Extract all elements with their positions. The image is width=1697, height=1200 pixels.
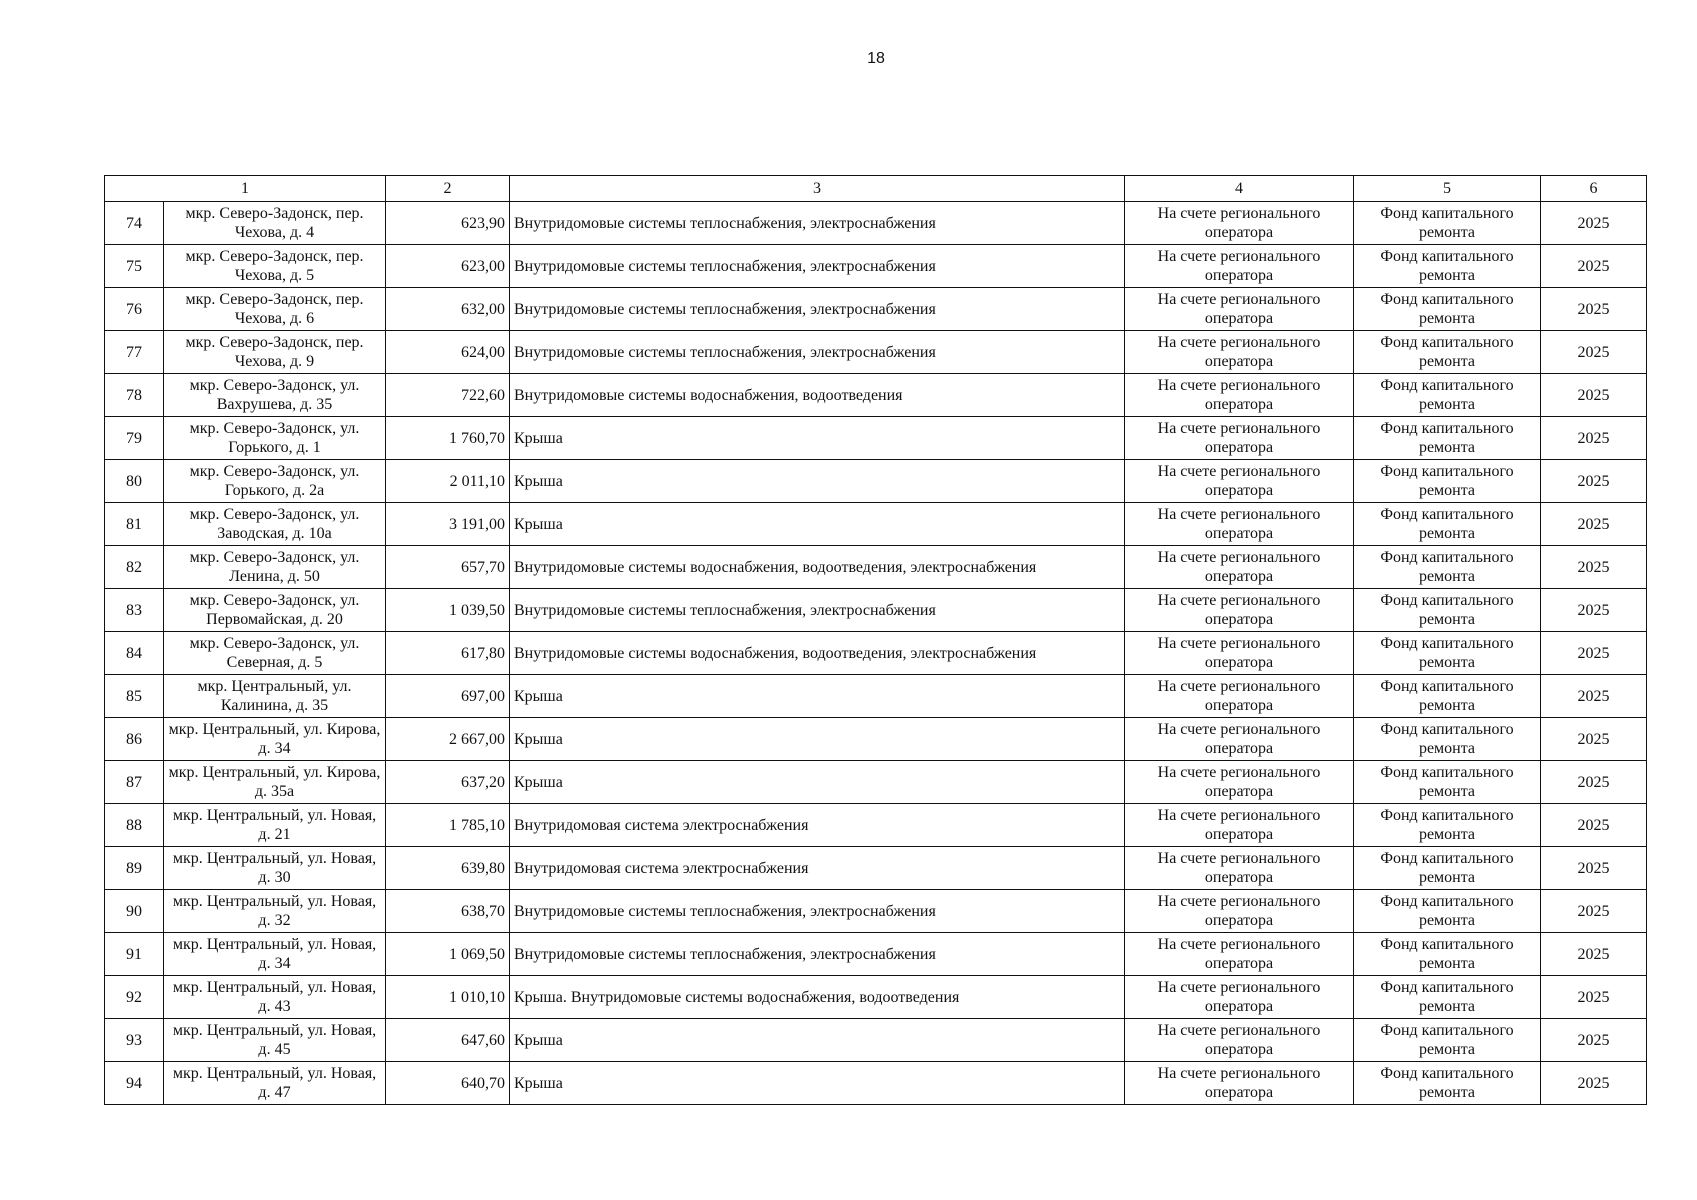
area-cell: 3 191,00 xyxy=(386,503,510,546)
account-cell: На счете регионального оператора xyxy=(1125,804,1354,847)
table-row xyxy=(105,675,1647,718)
area-cell: 632,00 xyxy=(386,288,510,331)
works-cell: Внутридомовые системы теплоснабжения, электроснабжения xyxy=(510,288,1125,331)
year-cell: 2025 xyxy=(1541,202,1647,245)
table-row xyxy=(105,503,1647,546)
row-number-cell: 76 xyxy=(105,288,164,331)
account-cell: На счете регионального оператора xyxy=(1125,331,1354,374)
year-cell: 2025 xyxy=(1541,288,1647,331)
table-row xyxy=(105,288,1647,331)
row-number-cell: 75 xyxy=(105,245,164,288)
year-cell: 2025 xyxy=(1541,589,1647,632)
works-cell: Внутридомовые системы водоснабжения, водоотведения, электроснабжения xyxy=(510,632,1125,675)
address-cell: мкр. Центральный, ул. Новая, д. 21 xyxy=(164,804,386,847)
column-header-3: 3 xyxy=(510,176,1125,202)
table-row xyxy=(105,245,1647,288)
account-cell: На счете регионального оператора xyxy=(1125,718,1354,761)
account-cell: На счете регионального оператора xyxy=(1125,761,1354,804)
year-cell: 2025 xyxy=(1541,460,1647,503)
address-cell: мкр. Северо-Задонск, ул. Первомайская, д. 20 xyxy=(164,589,386,632)
table-row xyxy=(105,460,1647,503)
funding-source-cell: Фонд капитального ремонта xyxy=(1354,718,1541,761)
address-cell: мкр. Северо-Задонск, пер. Чехова, д. 4 xyxy=(164,202,386,245)
account-cell: На счете регионального оператора xyxy=(1125,546,1354,589)
row-number-cell: 79 xyxy=(105,417,164,460)
address-cell: мкр. Центральный, ул. Кирова, д. 35а xyxy=(164,761,386,804)
row-number-cell: 88 xyxy=(105,804,164,847)
funding-source-cell: Фонд капитального ремонта xyxy=(1354,890,1541,933)
funding-source-cell: Фонд капитального ремонта xyxy=(1354,460,1541,503)
year-cell: 2025 xyxy=(1541,374,1647,417)
funding-source-cell: Фонд капитального ремонта xyxy=(1354,675,1541,718)
area-cell: 639,80 xyxy=(386,847,510,890)
funding-source-cell: Фонд капитального ремонта xyxy=(1354,1019,1541,1062)
address-cell: мкр. Северо-Задонск, ул. Ленина, д. 50 xyxy=(164,546,386,589)
table-row xyxy=(105,804,1647,847)
area-cell: 647,60 xyxy=(386,1019,510,1062)
table-row xyxy=(105,417,1647,460)
funding-source-cell: Фонд капитального ремонта xyxy=(1354,546,1541,589)
area-cell: 1 785,10 xyxy=(386,804,510,847)
row-number-cell: 78 xyxy=(105,374,164,417)
works-cell: Внутридомовые системы теплоснабжения, электроснабжения xyxy=(510,933,1125,976)
area-cell: 1 039,50 xyxy=(386,589,510,632)
funding-source-cell: Фонд капитального ремонта xyxy=(1354,933,1541,976)
table-row xyxy=(105,761,1647,804)
table-row xyxy=(105,976,1647,1019)
column-header-5: 5 xyxy=(1354,176,1541,202)
row-number-cell: 93 xyxy=(105,1019,164,1062)
account-cell: На счете регионального оператора xyxy=(1125,374,1354,417)
works-cell: Крыша xyxy=(510,675,1125,718)
funding-source-cell: Фонд капитального ремонта xyxy=(1354,976,1541,1019)
year-cell: 2025 xyxy=(1541,503,1647,546)
row-number-cell: 90 xyxy=(105,890,164,933)
funding-source-cell: Фонд капитального ремонта xyxy=(1354,503,1541,546)
account-cell: На счете регионального оператора xyxy=(1125,288,1354,331)
address-cell: мкр. Северо-Задонск, ул. Заводская, д. 10а xyxy=(164,503,386,546)
row-number-cell: 74 xyxy=(105,202,164,245)
funding-source-cell: Фонд капитального ремонта xyxy=(1354,374,1541,417)
funding-source-cell: Фонд капитального ремонта xyxy=(1354,288,1541,331)
row-number-cell: 94 xyxy=(105,1062,164,1105)
year-cell: 2025 xyxy=(1541,1019,1647,1062)
area-cell: 637,20 xyxy=(386,761,510,804)
account-cell: На счете регионального оператора xyxy=(1125,632,1354,675)
year-cell: 2025 xyxy=(1541,976,1647,1019)
account-cell: На счете регионального оператора xyxy=(1125,1062,1354,1105)
table-row xyxy=(105,632,1647,675)
column-number-row xyxy=(105,176,1647,202)
column-header-1: 1 xyxy=(105,176,386,202)
account-cell: На счете регионального оператора xyxy=(1125,589,1354,632)
table-row xyxy=(105,890,1647,933)
address-cell: мкр. Северо-Задонск, ул. Вахрушева, д. 35 xyxy=(164,374,386,417)
row-number-cell: 89 xyxy=(105,847,164,890)
address-cell: мкр. Северо-Задонск, ул. Горького, д. 2а xyxy=(164,460,386,503)
account-cell: На счете регионального оператора xyxy=(1125,890,1354,933)
works-cell: Крыша xyxy=(510,460,1125,503)
table-row xyxy=(105,589,1647,632)
account-cell: На счете регионального оператора xyxy=(1125,503,1354,546)
works-cell: Крыша xyxy=(510,1062,1125,1105)
row-number-cell: 87 xyxy=(105,761,164,804)
year-cell: 2025 xyxy=(1541,632,1647,675)
address-cell: мкр. Центральный, ул. Новая, д. 30 xyxy=(164,847,386,890)
column-header-6: 6 xyxy=(1541,176,1647,202)
area-cell: 697,00 xyxy=(386,675,510,718)
address-cell: мкр. Северо-Задонск, пер. Чехова, д. 6 xyxy=(164,288,386,331)
area-cell: 638,70 xyxy=(386,890,510,933)
row-number-cell: 81 xyxy=(105,503,164,546)
area-cell: 623,90 xyxy=(386,202,510,245)
area-cell: 624,00 xyxy=(386,331,510,374)
column-header-2: 2 xyxy=(386,176,510,202)
table-row xyxy=(105,1019,1647,1062)
table-row xyxy=(105,1062,1647,1105)
works-cell: Крыша xyxy=(510,1019,1125,1062)
works-cell: Внутридомовые системы теплоснабжения, электроснабжения xyxy=(510,331,1125,374)
account-cell: На счете регионального оператора xyxy=(1125,976,1354,1019)
funding-source-cell: Фонд капитального ремонта xyxy=(1354,847,1541,890)
table-row xyxy=(105,847,1647,890)
year-cell: 2025 xyxy=(1541,890,1647,933)
funding-source-cell: Фонд капитального ремонта xyxy=(1354,1062,1541,1105)
page-number: 18 xyxy=(867,50,885,67)
address-cell: мкр. Центральный, ул. Новая, д. 43 xyxy=(164,976,386,1019)
row-number-cell: 83 xyxy=(105,589,164,632)
address-cell: мкр. Центральный, ул. Новая, д. 45 xyxy=(164,1019,386,1062)
capital-repair-table xyxy=(104,175,1647,1105)
table-row xyxy=(105,331,1647,374)
area-cell: 640,70 xyxy=(386,1062,510,1105)
area-cell: 1 069,50 xyxy=(386,933,510,976)
account-cell: На счете регионального оператора xyxy=(1125,417,1354,460)
year-cell: 2025 xyxy=(1541,417,1647,460)
table-row xyxy=(105,374,1647,417)
address-cell: мкр. Центральный, ул. Новая, д. 34 xyxy=(164,933,386,976)
address-cell: мкр. Центральный, ул. Кирова, д. 34 xyxy=(164,718,386,761)
address-cell: мкр. Северо-Задонск, пер. Чехова, д. 5 xyxy=(164,245,386,288)
funding-source-cell: Фонд капитального ремонта xyxy=(1354,202,1541,245)
row-number-cell: 82 xyxy=(105,546,164,589)
works-cell: Крыша xyxy=(510,761,1125,804)
year-cell: 2025 xyxy=(1541,804,1647,847)
account-cell: На счете регионального оператора xyxy=(1125,460,1354,503)
account-cell: На счете регионального оператора xyxy=(1125,245,1354,288)
works-cell: Внутридомовая система электроснабжения xyxy=(510,804,1125,847)
works-cell: Внутридомовая система электроснабжения xyxy=(510,847,1125,890)
address-cell: мкр. Северо-Задонск, ул. Северная, д. 5 xyxy=(164,632,386,675)
year-cell: 2025 xyxy=(1541,1062,1647,1105)
row-number-cell: 92 xyxy=(105,976,164,1019)
row-number-cell: 91 xyxy=(105,933,164,976)
row-number-cell: 84 xyxy=(105,632,164,675)
works-cell: Внутридомовые системы водоснабжения, водоотведения xyxy=(510,374,1125,417)
funding-source-cell: Фонд капитального ремонта xyxy=(1354,331,1541,374)
row-number-cell: 85 xyxy=(105,675,164,718)
works-cell: Внутридомовые системы теплоснабжения, электроснабжения xyxy=(510,202,1125,245)
row-number-cell: 77 xyxy=(105,331,164,374)
area-cell: 623,00 xyxy=(386,245,510,288)
table-row xyxy=(105,202,1647,245)
funding-source-cell: Фонд капитального ремонта xyxy=(1354,589,1541,632)
row-number-cell: 80 xyxy=(105,460,164,503)
area-cell: 657,70 xyxy=(386,546,510,589)
area-cell: 1 760,70 xyxy=(386,417,510,460)
funding-source-cell: Фонд капитального ремонта xyxy=(1354,804,1541,847)
year-cell: 2025 xyxy=(1541,331,1647,374)
year-cell: 2025 xyxy=(1541,761,1647,804)
area-cell: 617,80 xyxy=(386,632,510,675)
works-cell: Внутридомовые системы теплоснабжения, электроснабжения xyxy=(510,890,1125,933)
area-cell: 2 011,10 xyxy=(386,460,510,503)
works-cell: Крыша xyxy=(510,417,1125,460)
area-cell: 2 667,00 xyxy=(386,718,510,761)
address-cell: мкр. Северо-Задонск, пер. Чехова, д. 9 xyxy=(164,331,386,374)
account-cell: На счете регионального оператора xyxy=(1125,933,1354,976)
works-cell: Крыша. Внутридомовые системы водоснабжения, водоотведения xyxy=(510,976,1125,1019)
table-row xyxy=(105,718,1647,761)
account-cell: На счете регионального оператора xyxy=(1125,1019,1354,1062)
area-cell: 1 010,10 xyxy=(386,976,510,1019)
funding-source-cell: Фонд капитального ремонта xyxy=(1354,761,1541,804)
works-cell: Крыша xyxy=(510,718,1125,761)
account-cell: На счете регионального оператора xyxy=(1125,847,1354,890)
account-cell: На счете регионального оператора xyxy=(1125,202,1354,245)
table-body xyxy=(105,176,1647,1105)
year-cell: 2025 xyxy=(1541,245,1647,288)
address-cell: мкр. Центральный, ул. Новая, д. 32 xyxy=(164,890,386,933)
funding-source-cell: Фонд капитального ремонта xyxy=(1354,245,1541,288)
address-cell: мкр. Центральный, ул. Новая, д. 47 xyxy=(164,1062,386,1105)
works-cell: Внутридомовые системы теплоснабжения, электроснабжения xyxy=(510,245,1125,288)
works-cell: Крыша xyxy=(510,503,1125,546)
table-row xyxy=(105,546,1647,589)
works-cell: Внутридомовые системы водоснабжения, водоотведения, электроснабжения xyxy=(510,546,1125,589)
works-cell: Внутридомовые системы теплоснабжения, электроснабжения xyxy=(510,589,1125,632)
table-row xyxy=(105,933,1647,976)
account-cell: На счете регионального оператора xyxy=(1125,675,1354,718)
funding-source-cell: Фонд капитального ремонта xyxy=(1354,632,1541,675)
year-cell: 2025 xyxy=(1541,847,1647,890)
funding-source-cell: Фонд капитального ремонта xyxy=(1354,417,1541,460)
address-cell: мкр. Центральный, ул. Калинина, д. 35 xyxy=(164,675,386,718)
year-cell: 2025 xyxy=(1541,718,1647,761)
year-cell: 2025 xyxy=(1541,546,1647,589)
year-cell: 2025 xyxy=(1541,675,1647,718)
column-header-4: 4 xyxy=(1125,176,1354,202)
area-cell: 722,60 xyxy=(386,374,510,417)
address-cell: мкр. Северо-Задонск, ул. Горького, д. 1 xyxy=(164,417,386,460)
year-cell: 2025 xyxy=(1541,933,1647,976)
row-number-cell: 86 xyxy=(105,718,164,761)
